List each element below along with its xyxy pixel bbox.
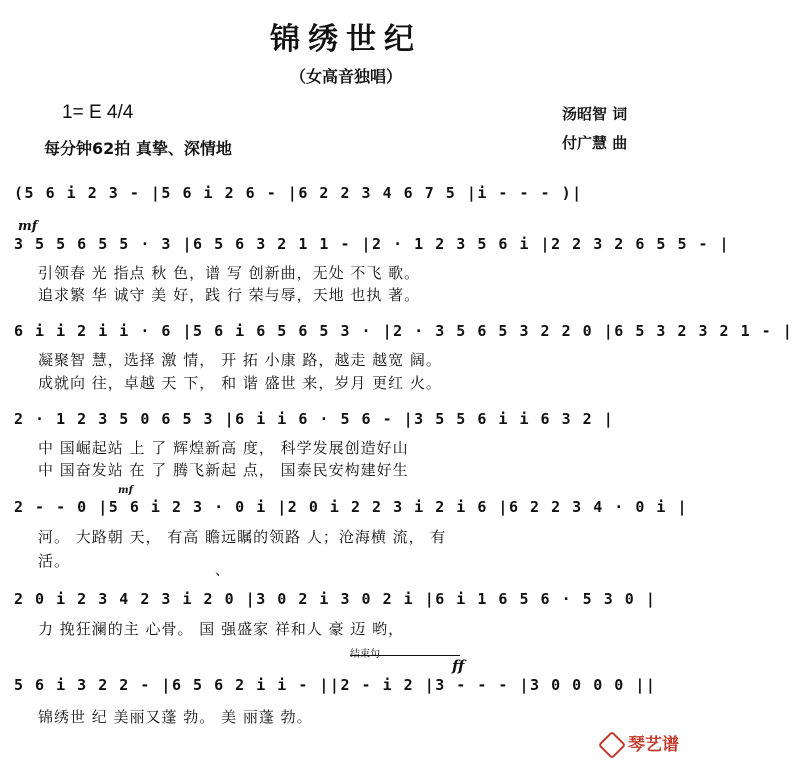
lyric-line-6: 力 挽狂澜的主 心骨。 国 强盛家 祥和人 豪 迈 哟， bbox=[38, 620, 405, 638]
lyric-line-4a: 中 国崛起站 上 了 辉煌新高 度， 科学发展创造好山 bbox=[38, 439, 409, 457]
logo-icon bbox=[598, 731, 626, 759]
score-line-3: 6 i i 2 i i · 6 |5 6 i 6 5 6 5 3 · |2 · 3 5 6 5 3 2 2 0 |6 5 3 2 3 2 1 - | bbox=[14, 322, 793, 340]
dynamic-ff: ff bbox=[452, 657, 465, 675]
score-line-1: (5 6 i 2 3 - |5 6 i 2 6 - |6 2 2 3 4 6 7 5 |i - - - )| bbox=[14, 184, 583, 202]
ending-phrase-bracket bbox=[350, 655, 460, 656]
song-title: 锦绣世纪 bbox=[270, 22, 422, 57]
lyric-line-2b: 追求繁 华 诚守 美 好，践 行 荣与辱，天地 也执 著。 bbox=[38, 286, 421, 304]
dynamic-mf-small: mf bbox=[118, 485, 133, 496]
lyric-line-7: 锦绣世 纪 美丽又蓬 勃。 美 丽蓬 勃。 bbox=[38, 708, 313, 726]
tempo-marking: 每分钟62拍 真挚、深情地 bbox=[44, 139, 232, 158]
lyric-line-3a: 凝聚智 慧，选择 激 情， 开 拓 小康 路，越走 越宽 阔。 bbox=[38, 351, 442, 369]
score-line-7: 5 6 i 3 2 2 - |6 5 6 2 i i - ||2 - i 2 |3 - - - |3 0 0 0 0 || bbox=[14, 676, 657, 694]
lyric-line-5a: 河。 大路朝 天， 有高 瞻远瞩的领路 人；沧海横 流， 有 bbox=[38, 528, 447, 546]
score-line-6: 2 0 i 2 3 4 2 3 i 2 0 |3 0 2 i 3 0 2 i |6 i 1 6 5 6 · 5 3 0 | bbox=[14, 590, 657, 608]
dynamic-mf: mf bbox=[18, 219, 38, 234]
ending-phrase-label bbox=[350, 645, 380, 660]
composer-credit: 付广慧 曲 bbox=[562, 134, 628, 152]
lyric-line-3b: 成就向 往，卓越 天 下， 和 谐 盛世 来，岁月 更红 火。 bbox=[38, 374, 442, 392]
song-subtitle: （女高音独唱） bbox=[289, 67, 402, 86]
watermark-text: 琴艺谱 bbox=[628, 735, 679, 755]
score-line-2: 3 5 5 6 5 5 · 3 |6 5 6 3 2 1 1 - |2 · 1 2 3 5 6 i |2 2 3 2 6 5 5 - | bbox=[14, 235, 731, 253]
lyric-line-4b: 中 国奋发站 在 了 腾飞新起 点， 国泰民安构建好生 bbox=[38, 461, 409, 479]
lyric-line-5b: 活。 bbox=[38, 552, 71, 570]
stray-mark: 、 bbox=[215, 563, 229, 579]
lyric-line-2a: 引领春 光 指点 秋 色，谱 写 创新曲，无处 不飞 歌。 bbox=[38, 264, 421, 282]
score-line-5: 2 - - 0 |5 6 i 2 3 · 0 i |2 0 i 2 2 3 i 2 i 6 |6 2 2 3 4 · 0 i | bbox=[14, 498, 688, 516]
score-line-4: 2 · 1 2 3 5 0 6 5 3 |6 i i 6 · 5 6 - |3 5 5 6 i i 6 3 2 | bbox=[14, 410, 615, 428]
lyricist-credit: 汤昭智 词 bbox=[562, 105, 628, 123]
site-watermark bbox=[602, 730, 679, 755]
key-signature: 1= E 4/4 bbox=[62, 102, 134, 123]
